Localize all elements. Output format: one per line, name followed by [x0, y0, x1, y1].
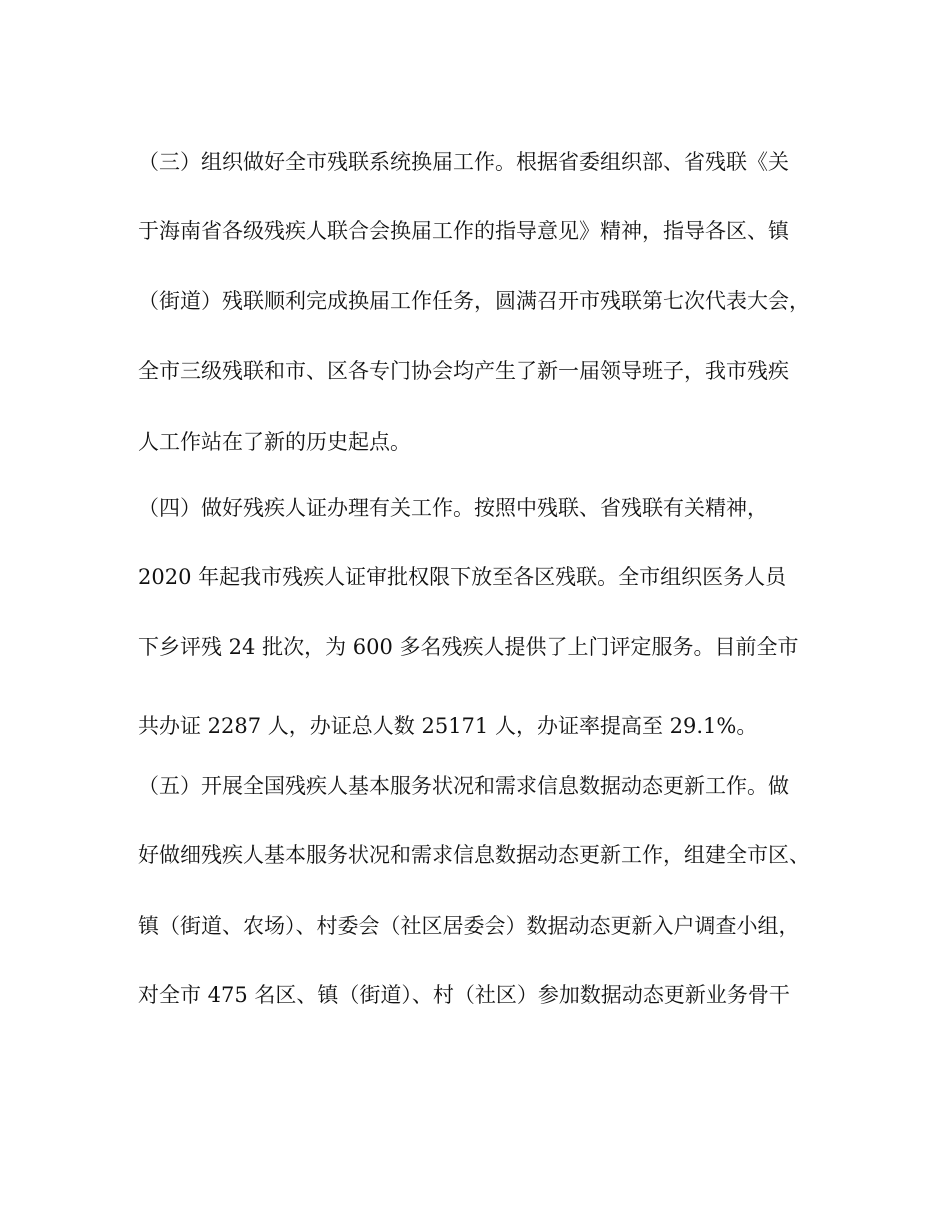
text-line-4: 全市三级残联和市、区各专门协会均产生了新一届领导班子，我市残疾	[138, 359, 789, 383]
text-line-10: （五）开展全国残疾人基本服务状况和需求信息数据动态更新工作。做	[138, 774, 789, 798]
text-line-8: 下乡评残 24 批次，为 600 多名残疾人提供了上门评定服务。目前全市	[138, 635, 799, 659]
text-line-6: （四）做好残疾人证办理有关工作。按照中残联、省残联有关精神，	[138, 496, 768, 520]
text-line-3: （街道）残联顺利完成换届工作任务，圆满召开市残联第七次代表大会，	[138, 289, 810, 313]
text-line-11: 好做细残疾人基本服务状况和需求信息数据动态更新工作，组建全市区、	[138, 843, 810, 867]
text-line-1: （三）组织做好全市残联系统换届工作。根据省委组织部、省残联《关	[138, 150, 789, 174]
text-line-12: 镇（街道、农场）、村委会（社区居委会）数据动态更新入户调查小组，	[138, 914, 800, 938]
text-line-2: 于海南省各级残疾人联合会换届工作的指导意见》精神，指导各区、镇	[138, 219, 789, 243]
text-line-13: 对全市 475 名区、镇（街道）、村（社区）参加数据动态更新业务骨干	[138, 983, 790, 1007]
text-line-5: 人工作站在了新的历史起点。	[138, 430, 411, 454]
text-line-7: 2020 年起我市残疾人证审批权限下放至各区残联。全市组织医务人员	[138, 565, 787, 589]
text-line-9: 共办证 2287 人，办证总人数 25171 人，办证率提高至 29.1%。	[138, 714, 758, 738]
